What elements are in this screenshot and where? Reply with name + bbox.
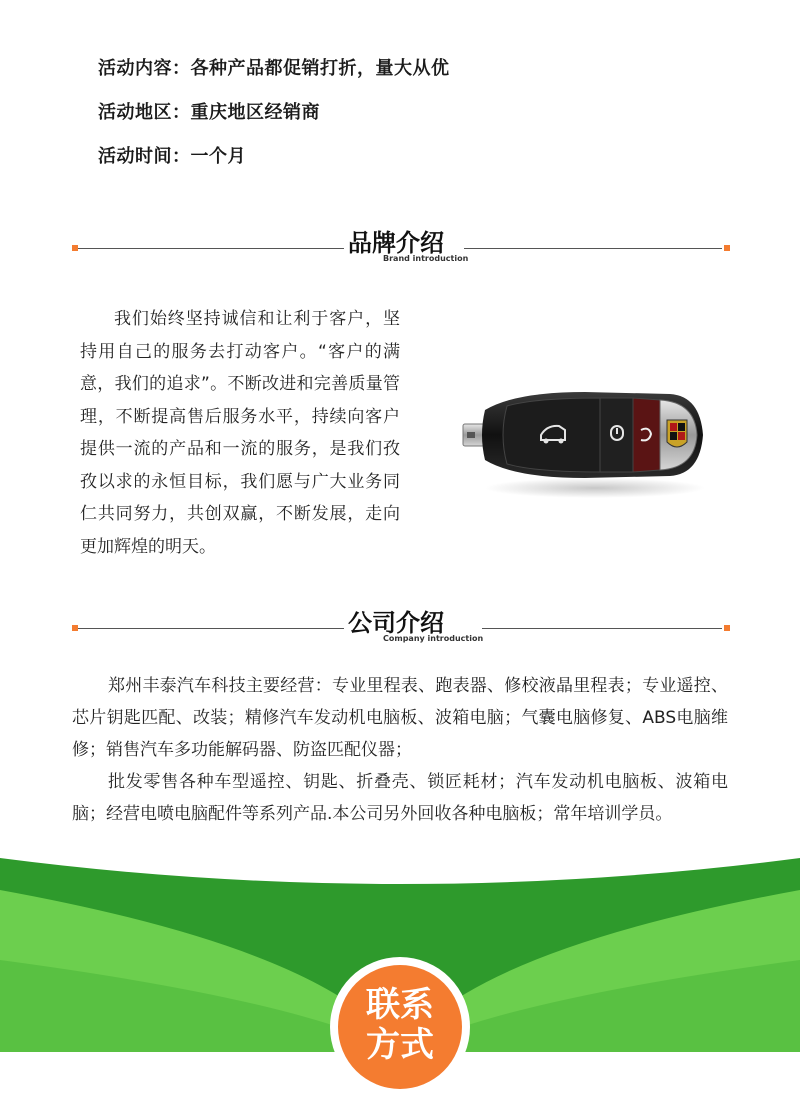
brand-description: 我们始终坚持诚信和让利于客户，坚持用自己的服务去打动客户。“客户的满意，我们的追求”。不断改进和完善质量管理，不断提高售后服务水平，持续向客户提供一流的产品和一流的服务，是我们孜孜以求的永恒目标，我们愿与广大业务同仁共同努力，共创双赢，不断发展，走向更加辉煌的明天。 bbox=[80, 309, 400, 557]
divider-line bbox=[482, 628, 722, 629]
car-key-fob-image bbox=[455, 380, 715, 500]
activity-region: 活动地区：重庆地区经销商 bbox=[98, 102, 320, 123]
company-paragraph-1: 郑州丰泰汽车科技主要经营：专业里程表、跑表器、修校液晶里程表；专业遥控、芯片钥匙匹配、改装；精修汽车发动机电脑板、波箱电脑；气囊电脑修复、ABS电脑维修；销售汽车多功能解码器、防盗匹配仪器； bbox=[72, 676, 728, 760]
right-dot-icon bbox=[724, 625, 730, 631]
company-description bbox=[72, 670, 728, 830]
activity-time: 活动时间：一个月 bbox=[98, 146, 246, 167]
activity-content: 活动内容：各种产品都促销打折，量大从优 bbox=[98, 58, 450, 79]
activity-info bbox=[98, 47, 450, 179]
company-section-header bbox=[72, 609, 730, 649]
company-section-subtitle: Company introduction bbox=[383, 634, 484, 643]
brand-section-title: 品牌介绍 bbox=[348, 229, 444, 257]
right-dot-icon bbox=[724, 245, 730, 251]
divider-line bbox=[78, 628, 344, 629]
brand-section-header bbox=[72, 229, 730, 269]
contact-line-1: 联系 bbox=[366, 985, 434, 1025]
contact-badge[interactable] bbox=[330, 957, 470, 1097]
divider-line bbox=[464, 248, 722, 249]
contact-line-2: 方式 bbox=[366, 1025, 434, 1065]
company-section-title: 公司介绍 bbox=[348, 609, 444, 637]
company-paragraph-2: 批发零售各种车型遥控、钥匙、折叠壳、锁匠耗材；汽车发动机电脑板、波箱电脑；经营电喷电脑配件等系列产品.本公司另外回收各种电脑板；常年培训学员。 bbox=[72, 772, 728, 824]
brand-section-subtitle: Brand introduction bbox=[383, 254, 469, 263]
divider-line bbox=[78, 248, 344, 249]
contact-badge-inner bbox=[338, 965, 462, 1089]
